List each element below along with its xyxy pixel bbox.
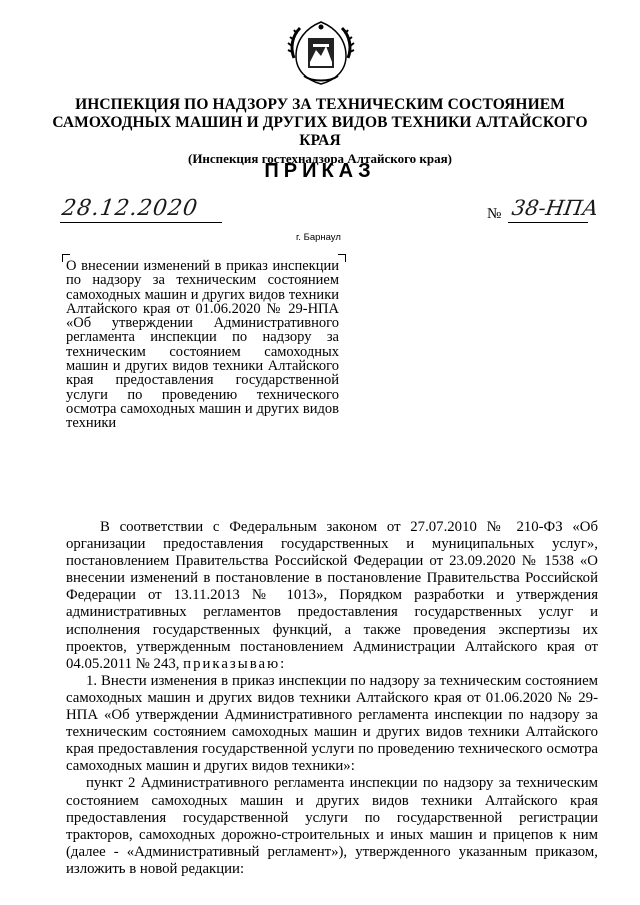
order-subject: О внесении изменений в приказ инспекции по надзору за техническим состоянием самоходных машин и других видов техники Алтайского края от 01.06.2020 № 29-НПА «Об утверждении Административного регламента инспекции по надзору за техническим состоянием самоходных машин и других видов техники Алтайского края предоставления государственной услуги по проведению технического осмотра самоходных машин и других видов техники <box>66 258 339 432</box>
issuer-header <box>40 96 600 168</box>
clause-1-paragraph: 1. Внести изменения в приказ инспекции по надзору за техническим состоянием самоходных машин и других видов техники Алтайского края от 01.06.2020 № 29-НПА «Об утверждении Административного регламента инспекции по надзору за техническим состоянием самоходных машин и других видов техники Алтайского края предоставления государственной услуги по проведению технического осмотра самоходных машин и других видов техники»: <box>66 672 598 775</box>
number-label: № <box>487 206 502 222</box>
document-title: ПРИКАЗ <box>264 160 376 182</box>
preamble-paragraph <box>66 519 598 673</box>
handwritten-date: 28.12.2020 <box>60 196 200 221</box>
coat-of-arms-emblem <box>286 18 356 88</box>
handwritten-number: 38-НПА <box>510 196 601 220</box>
order-body <box>66 519 598 878</box>
number-underline <box>508 222 588 223</box>
clause-2-paragraph: пункт 2 Административного регламента инспекции по надзору за техническим состоянием самоходных машин и других видов техники Алтайского края предоставления государственной услуги по государственной регистрации тракторов, самоходных дорожно-строительных и иных машин и прицепов к ним (далее - «Административный регламент»), утвержденного указанным приказом, изложить в новой редакции: <box>66 775 598 877</box>
issuer-name-line-2: САМОХОДНЫХ МАШИН И ДРУГИХ ВИДОВ ТЕХНИКИ АЛТАЙСКОГО КРАЯ <box>52 114 588 149</box>
city-label: г. Барнаул <box>296 232 341 243</box>
subject-bracket-right <box>338 254 346 262</box>
preamble-text: В соответствии с Федеральным законом от 27.07.2010 № 210-ФЗ «Об организации предоставления государственных и муниципальных услуг», постановлением Правительства Российской Федерации от 23.09.2020 № 1538 «О внесении изменений в постановление в постановление Правительства Российской Федерации от 13.11.2013 № 1013», Порядком разработки и утверждения административных регламентов предоставления государственных услуг и исполнения государственных функций, а также проведения экспертизы их проектов, утвержденным постановлением Администрации Алтайского края от 04.05.2011 № 243, <box>66 519 598 672</box>
issuer-short-name: (Инспекция гостехнадзора Алтайского края) <box>187 151 453 166</box>
date-underline <box>60 222 222 223</box>
command-word: приказываю: <box>183 655 287 672</box>
issuer-name-line-1: ИНСПЕКЦИЯ ПО НАДЗОРУ ЗА ТЕХНИЧЕСКИМ СОСТОЯНИЕМ <box>75 96 565 113</box>
